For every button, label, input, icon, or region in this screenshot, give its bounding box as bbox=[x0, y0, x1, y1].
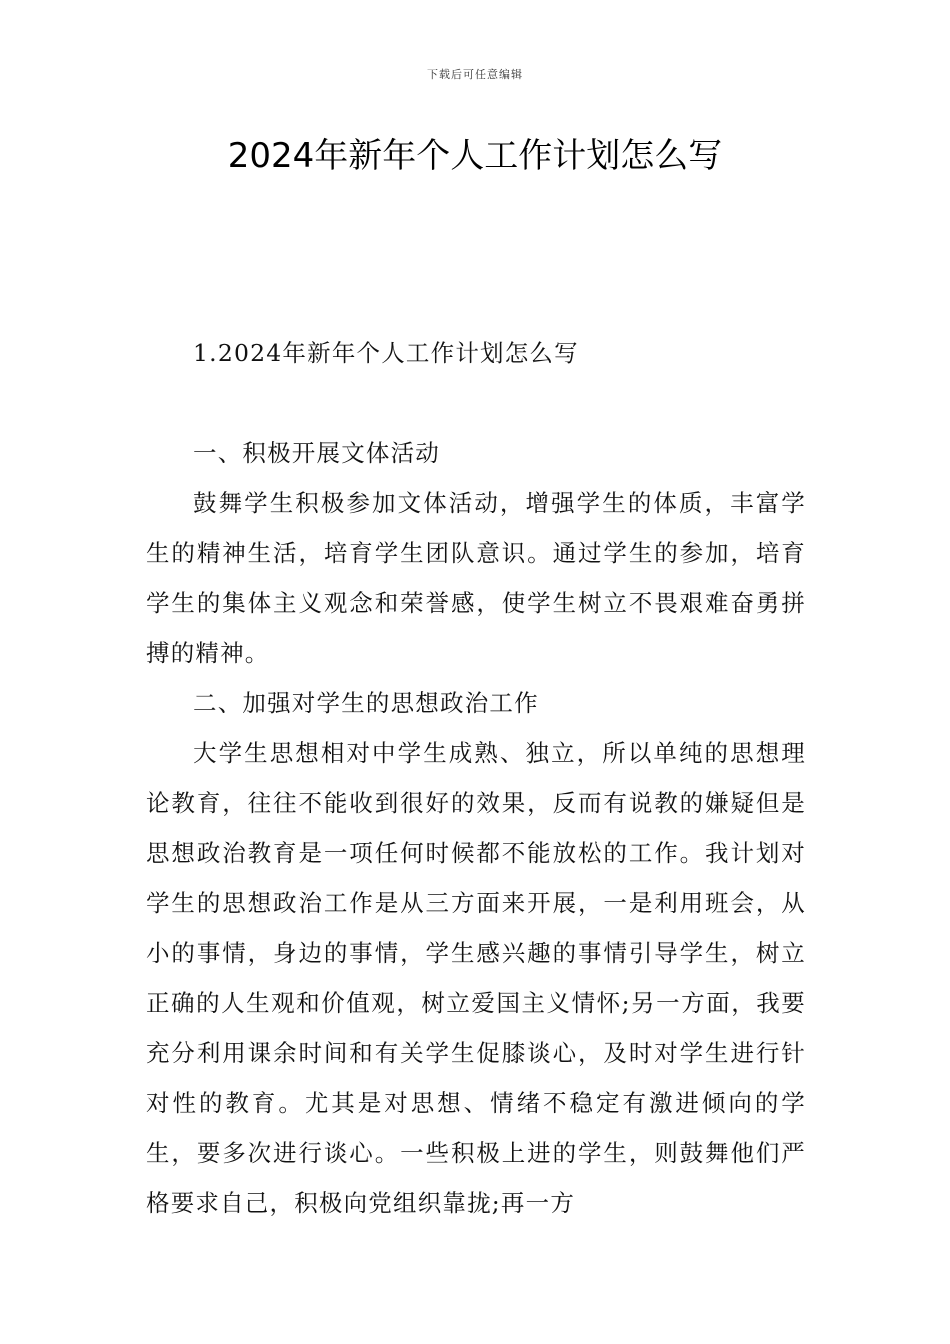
document-title: 2024年新年个人工作计划怎么写 bbox=[227, 136, 723, 176]
subsection-title-2: 二、加强对学生的思想政治工作 bbox=[193, 689, 539, 717]
header-note: 下载后可任意编辑 bbox=[427, 68, 523, 81]
document-body bbox=[146, 328, 806, 1228]
section-heading: 1.2024年新年个人工作计划怎么写 bbox=[193, 339, 579, 367]
body-paragraph-1: 鼓舞学生积极参加文体活动，增强学生的体质，丰富学生的精神生活，培育学生团队意识。通过学生的参加，培育学生的集体主义观念和荣誉感，使学生树立不畏艰难奋勇拼搏的精神。 bbox=[146, 489, 806, 667]
body-paragraph-2: 大学生思想相对中学生成熟、独立，所以单纯的思想理论教育，往往不能收到很好的效果，反而有说教的嫌疑但是思想政治教育是一项任何时候都不能放松的工作。我计划对学生的思想政治工作是从三方面来开展，一是利用班会，从小的事情，身边的事情，学生感兴趣的事情引导学生，树立正确的人生观和价值观，树立爱国主义情怀;另一方面，我要充分利用课余时间和有关学生促膝谈心，及时对学生进行针对性的教育。尤其是对思想、情绪不稳定有激进倾向的学生，要多次进行谈心。一些积极上进的学生，则鼓舞他们严格要求自己，积极向党组织靠拢;再一方 bbox=[146, 739, 806, 1217]
subsection-title-1: 一、积极开展文体活动 bbox=[193, 439, 440, 467]
